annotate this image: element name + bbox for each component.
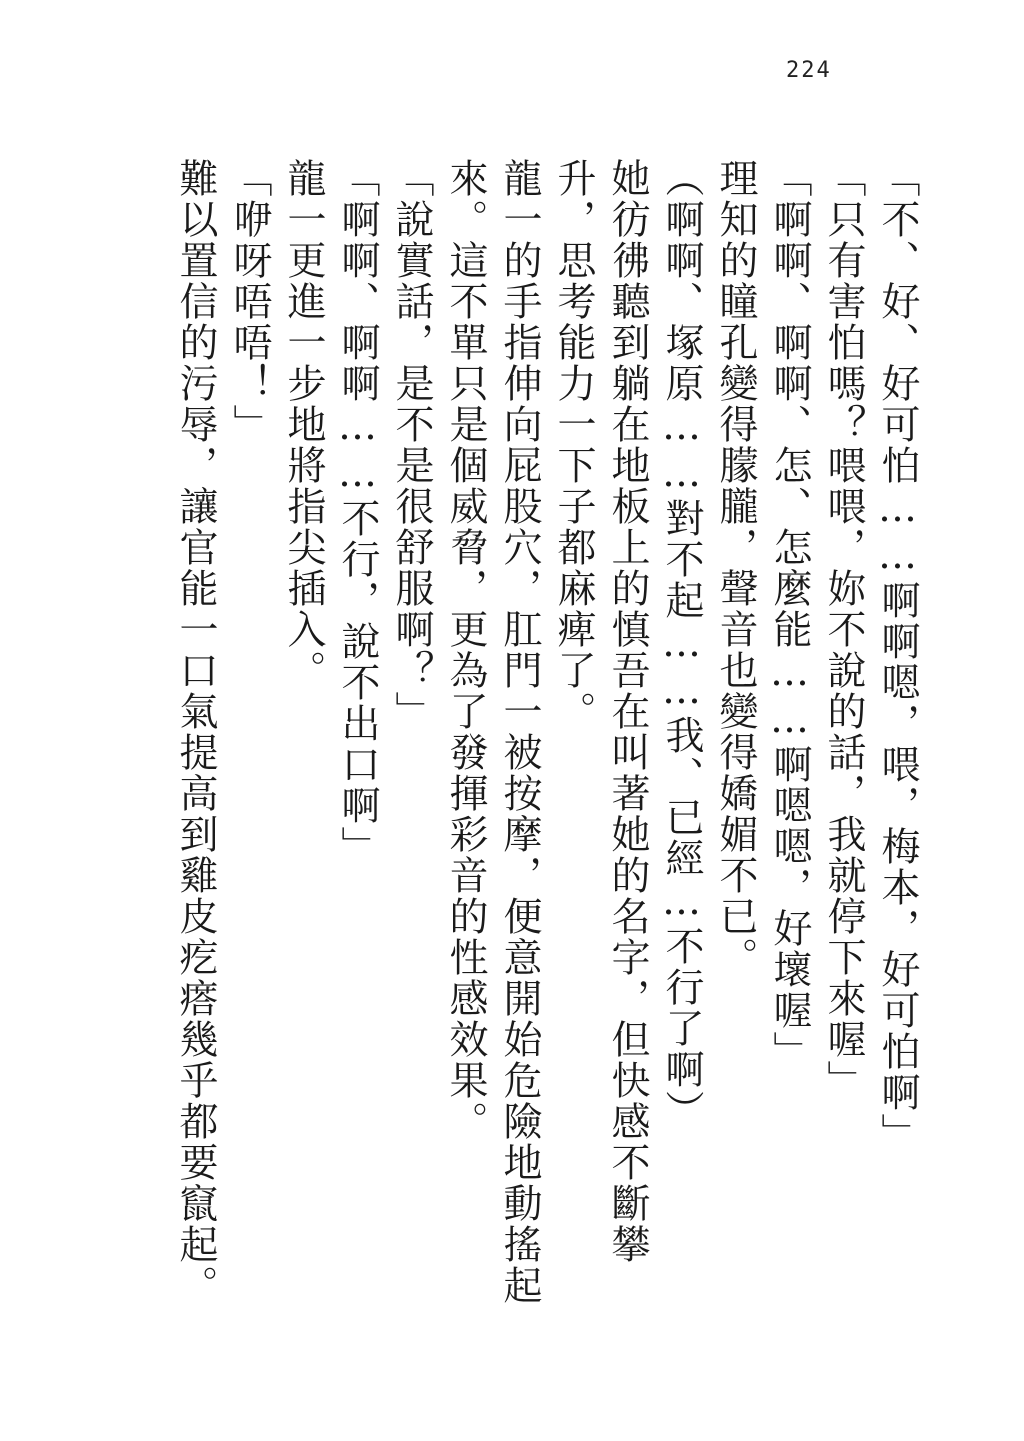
text-line: 「啊啊、啊啊……不行，說不出口啊」 xyxy=(335,158,380,867)
text-line: 她彷彿聽到躺在地板上的慎吾在叫著她的名字，但快感不斷攀 xyxy=(605,158,650,1265)
text-line: 「不、好、好可怕……啊啊嗯，喂，梅本，好可怕啊」 xyxy=(875,158,920,1154)
text-line: （啊啊、塚原……對不起……我、已經…不行了啊） xyxy=(659,158,704,1131)
text-line: 來。這不單只是個威脅，更為了發揮彩音的性感效果。 xyxy=(443,158,488,1142)
text-line: 「啊啊、啊啊、怎、怎麼能……啊嗯嗯，好壞喔」 xyxy=(767,158,812,1072)
text-line: 龍一的手指伸向屁股穴，肛門一被按摩，便意開始危險地動搖起 xyxy=(497,158,542,1306)
text-line: 「只有害怕嗎？喂喂，妳不說的話，我就停下來喔」 xyxy=(821,158,866,1101)
text-line: 「說實話，是不是很舒服啊？」 xyxy=(389,158,434,732)
text-line: 「咿呀唔唔！」 xyxy=(227,158,272,445)
text-line: 理知的瞳孔變得朦朧，聲音也變得嬌媚不已。 xyxy=(713,158,758,978)
text-line: 龍一更進一步地將指尖插入。 xyxy=(281,158,326,691)
text-line: 難以置信的污辱，讓官能一口氣提高到雞皮疙瘩幾乎都要竄起。 xyxy=(173,158,218,1306)
text-line: 升，思考能力一下子都麻痺了。 xyxy=(551,158,596,732)
page-number: 224 xyxy=(786,58,832,83)
vertical-text-body xyxy=(168,158,924,1306)
